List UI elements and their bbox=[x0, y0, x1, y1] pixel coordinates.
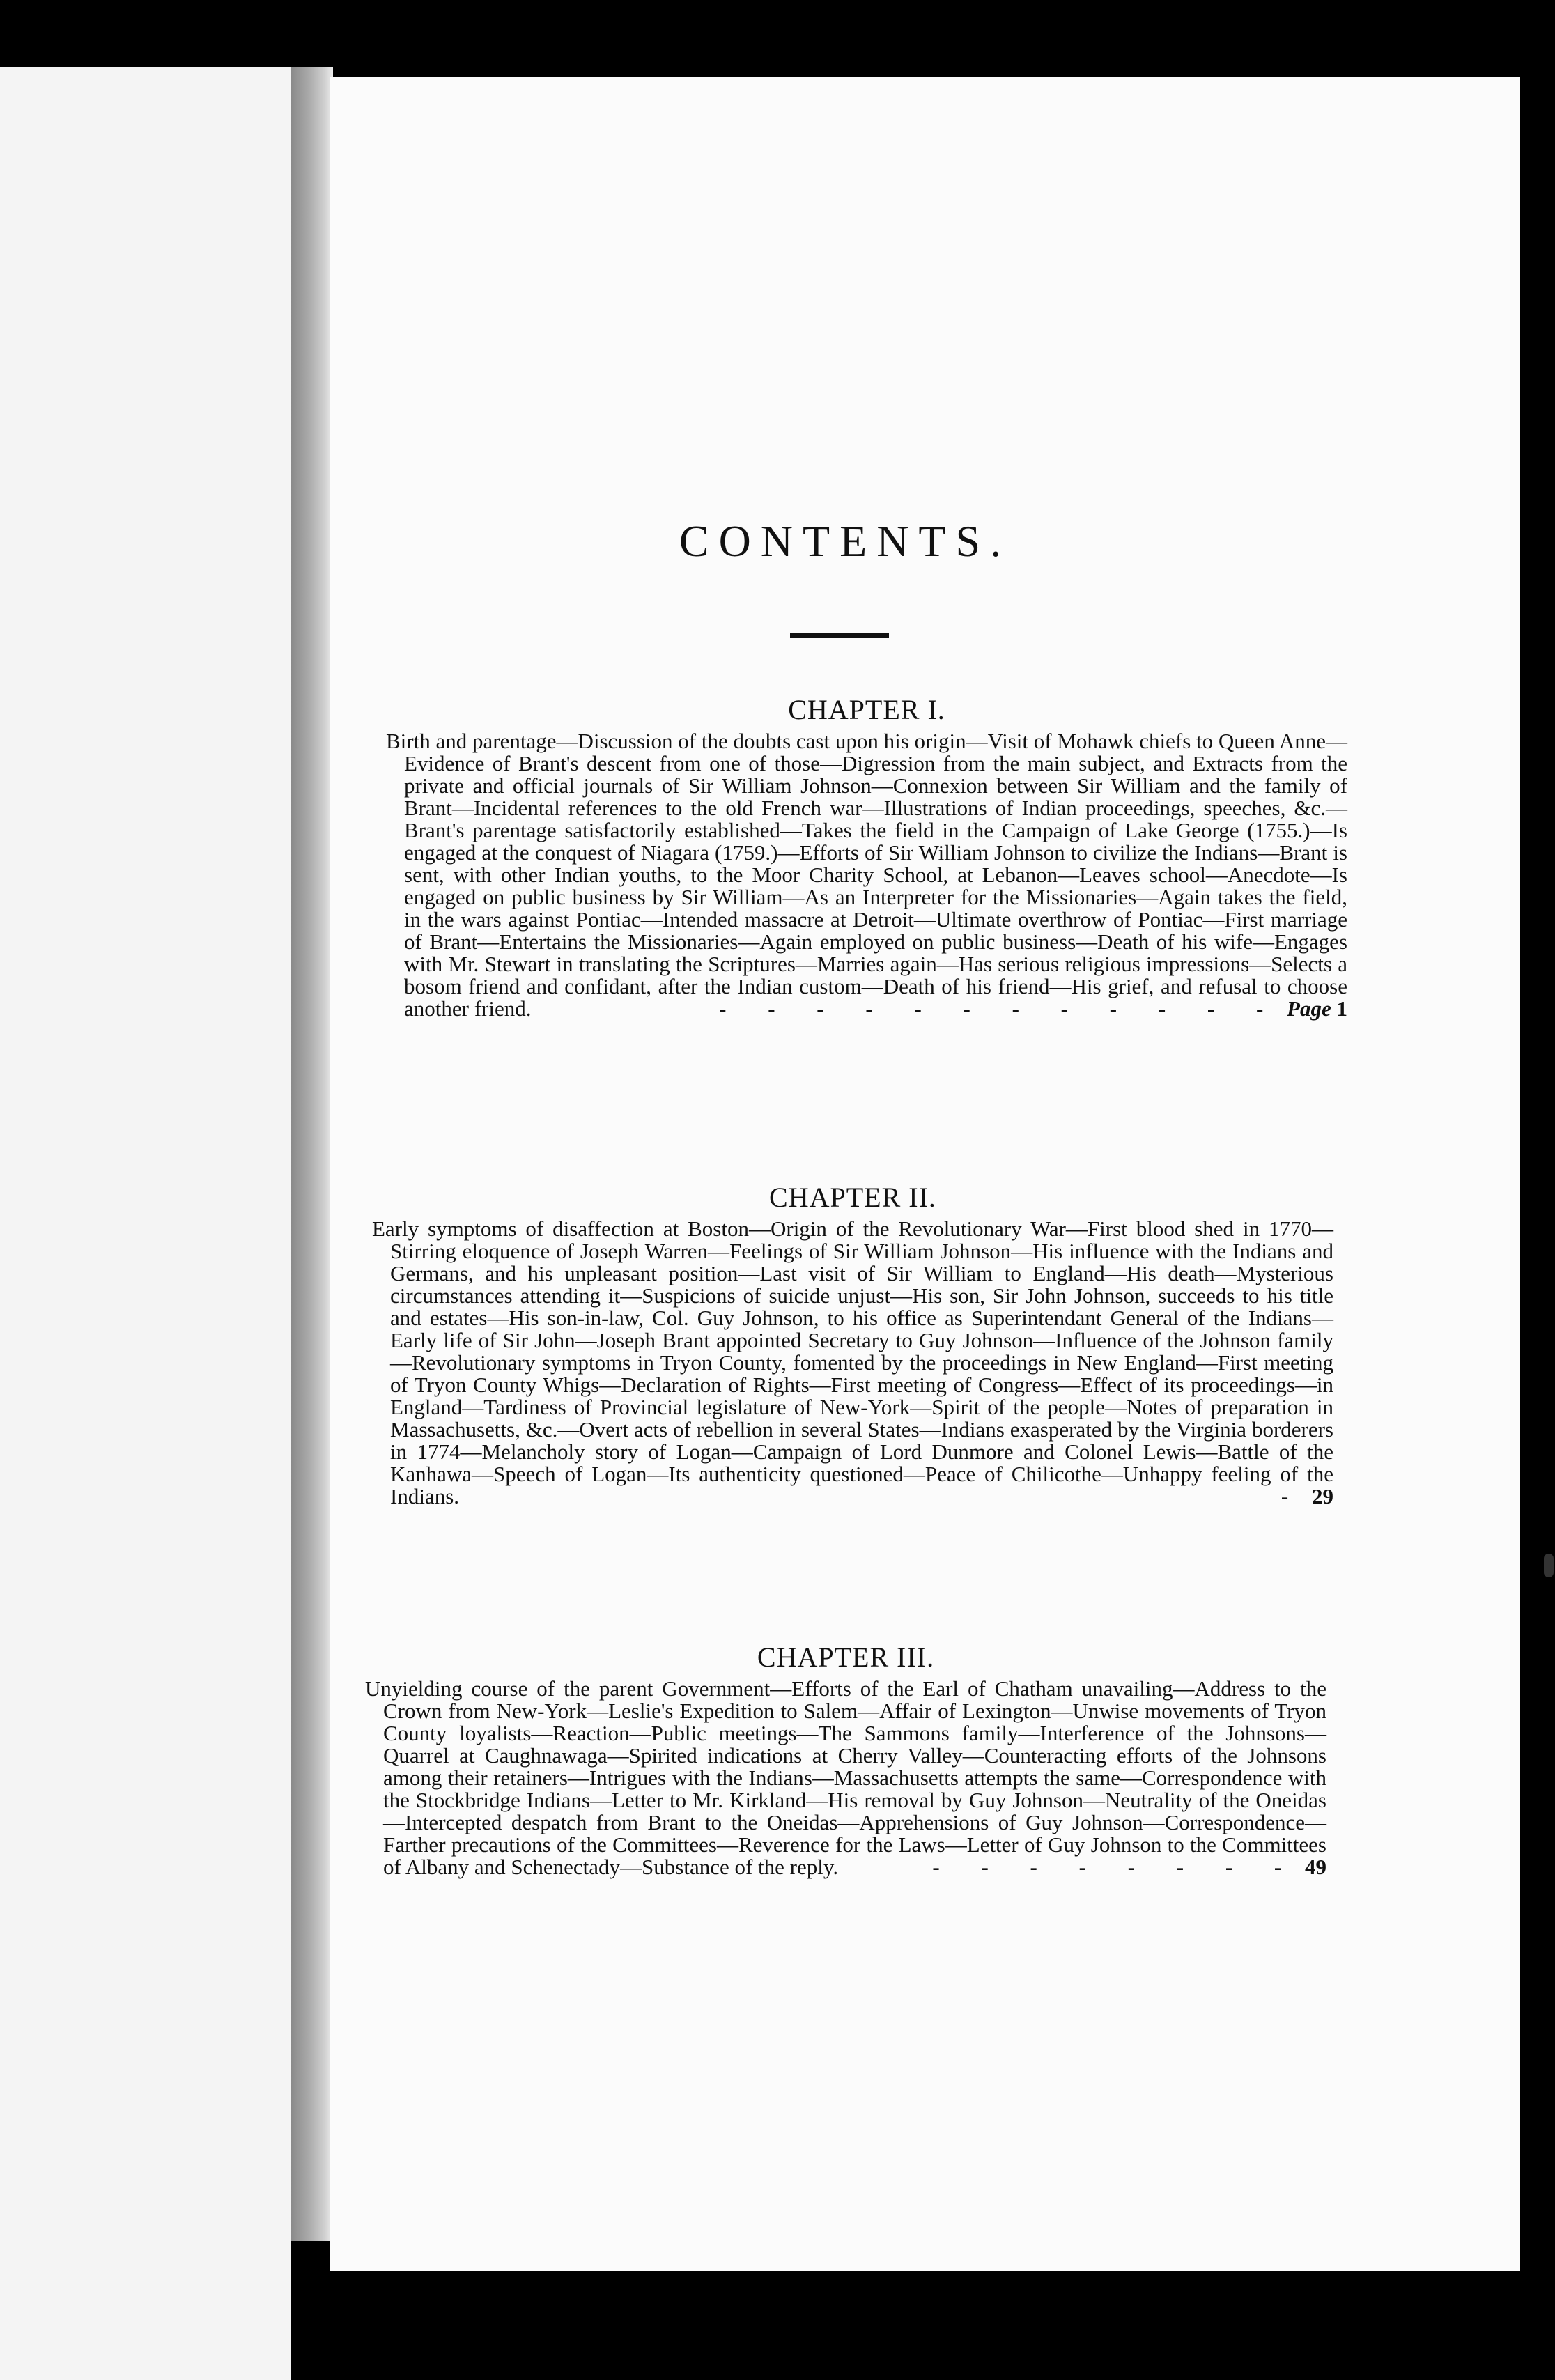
page-number: 29 bbox=[1312, 1484, 1333, 1508]
page-number: 49 bbox=[1305, 1855, 1326, 1879]
chapter-summary-text: Birth and parentage—Discussion of the doubts cast upon his origin—Visit of Mohawk chiefs to Queen Anne—Evidence of Brant's descent from one of those—Digression from the main subject, and Extracts from the private and official journals of Sir William Johnson—Connexion between Sir William and the family of Brant—Incidental references to the old French war—Illustrations of Indian proceedings, speeches, &c.—Brant's parentage satisfactorily established—Takes the field in the Campaign of Lake George (1755.)—Is engaged at the conquest of Niagara (1759.)—Efforts of Sir William Johnson to civilize the Indians—Brant is sent, with other Indian youths, to the Moor Charity School, at Lebanon—Leaves school—Anecdote—Is engaged on public business by Sir William—As an Interpreter for the Missionaries—Again takes the field, in the wars against Pontiac—Intended massacre at Detroit—Ultimate overthrow of Pontiac—First marriage of Brant—Entertains the Missionaries—Again employed on public business—Death of his wife—Engages with Mr. Stewart in translating the Scriptures—Marries again—Has serious religious impressions—Selects a bosom friend and confidant, after the Indian custom—Death of his friend—His grief, and refusal to choose another friend. bbox=[386, 729, 1347, 1021]
chapter-entry-2 bbox=[372, 1181, 1333, 1508]
page-label: Page bbox=[1287, 996, 1331, 1021]
page-reference bbox=[932, 1855, 1326, 1879]
page-reference bbox=[1281, 1484, 1333, 1508]
page-reference bbox=[719, 996, 1347, 1021]
chapter-summary-text: Early symptoms of disaffection at Boston—Origin of the Revolutionary War—First blood shed in 1770—Stirring eloquence of Joseph Warren—Feelings of Sir William Johnson—His influence with the Indians and Germans, and his unpleasant position—Last visit of Sir William to England—His death—Mysterious circumstances attending it—Suspicions of suicide unjust—His son, Sir John Johnson, succeeds to his title and estates—His son-in-law, Col. Guy Johnson, to his office as Superintendant General of the Indians—Early life of Sir John—Joseph Brant appointed Secretary to Guy Johnson—Influence of the Johnson family—Revolutionary symptoms in Tryon County, fomented by the proceedings in New England—First meeting of Tryon County Whigs—Declaration of Rights—First meeting of Congress—Effect of its proceedings—in England—Tardiness of Provincial legislature of New-York—Spirit of the people—Notes of preparation in Massachusetts, &c.—Overt acts of rebellion in several States—Indians exasperated by the Virginia borderers in 1774—Melancholy story of Logan—Campaign of Lord Dunmore and Colonel Lewis—Battle of the Kanhawa—Speech of Logan—Its authenticity questioned—Peace of Chilicothe—Unhappy feeling of the Indians. bbox=[372, 1216, 1333, 1508]
chapter-heading: CHAPTER III. bbox=[757, 1641, 935, 1673]
chapter-summary bbox=[372, 1218, 1333, 1508]
chapter-summary-text: Unyielding course of the parent Government—Efforts of the Earl of Chatham unavailing—Address to the Crown from New-York—Leslie's Expedition to Salem—Affair of Lexington—Unwise movements of Tryon County loyalists—Reaction—Public meetings—The Sammons family—Interference of the Johnsons—Quarrel at Caughnawaga—Spirited indications at Cherry Valley—Counteracting efforts of the Johnsons among their retainers—Intrigues with the Indians—Massachusetts attempts the same—Correspondence with the Stockbridge Indians—Letter to Mr. Kirkland—His removal by Guy Johnson—Neutrality of the Oneidas—Intercepted despatch from Brant to the Oneidas—Apprehensions of Guy Johnson—Correspondence—Farther precautions of the Committees—Reverence for the Laws—Letter of Guy Johnson to the Committees of Albany and Schenectady—Substance of the reply. bbox=[365, 1676, 1326, 1879]
page-number: 1 bbox=[1336, 996, 1347, 1021]
dot-leader: - - - - - - - - bbox=[932, 1855, 1300, 1879]
title-divider bbox=[790, 633, 889, 638]
contents-page bbox=[330, 77, 1520, 2271]
dot-leader: - bbox=[1281, 1484, 1307, 1508]
page-title: CONTENTS. bbox=[679, 516, 1012, 566]
chapter-summary bbox=[365, 1678, 1326, 1878]
left-blank-page bbox=[0, 67, 291, 2380]
book-gutter-shadow bbox=[291, 67, 333, 2241]
chapter-heading: CHAPTER II. bbox=[769, 1182, 936, 1213]
chapter-summary bbox=[386, 730, 1347, 1020]
chapter-entry-3 bbox=[365, 1641, 1326, 1878]
chapter-heading: CHAPTER I. bbox=[788, 694, 945, 725]
chapter-entry-1 bbox=[386, 693, 1347, 1020]
page-edge-mark bbox=[1544, 1554, 1554, 1577]
dot-leader: - - - - - - - - - - - - bbox=[719, 996, 1282, 1021]
